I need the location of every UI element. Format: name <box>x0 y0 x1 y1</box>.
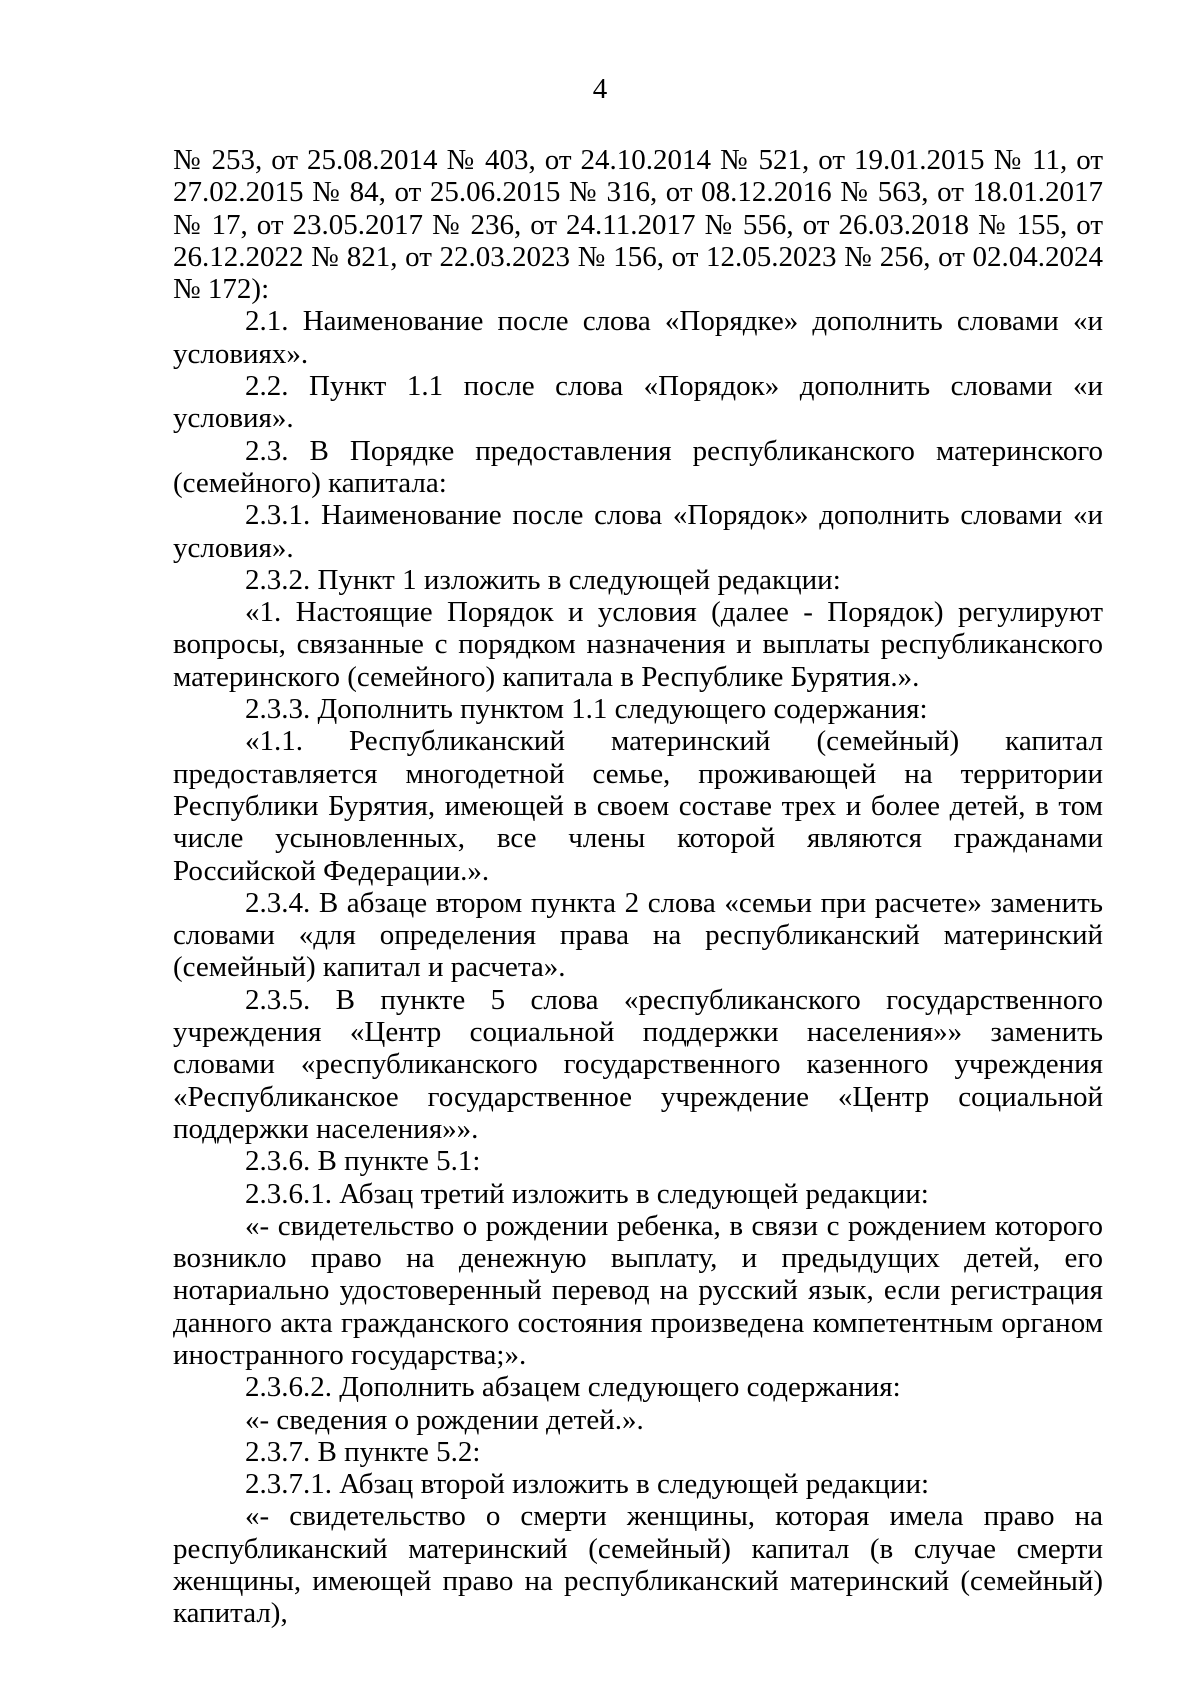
paragraph-quote-1-1: «1.1. Республиканский материнский (семейный) капитал предоставляется многодетной семье, проживающей на территории Республики Бурятия, имеющей в своем составе трех и более детей, в том числе усыновленных, все члены которой являются гражданами Российской Федерации.». <box>173 725 1103 887</box>
paragraph-2-3-7: 2.3.7. В пункте 5.2: <box>245 1435 481 1468</box>
paragraph-2-3-1: 2.3.1. Наименование после слова «Порядок» дополнить словами «и условия». <box>173 499 1103 564</box>
paragraph-2-3: 2.3. В Порядке предоставления республиканского материнского (семейного) капитала: <box>173 434 1103 499</box>
paragraph-2-3-4: 2.3.4. В абзаце втором пункта 2 слова «семьи при расчете» заменить словами «для определения права на республиканский материнский (семейный) капитал и расчета». <box>173 886 1103 984</box>
paragraph-2-2: 2.2. Пункт 1.1 после слова «Порядок» дополнить словами «и условия». <box>173 370 1103 435</box>
paragraph-quote-birth-certificate: «- свидетельство о рождении ребенка, в связи с рождением которого возникло право на денежную выплату, и предыдущих детей, его нотариально удостоверенный перевод на русский язык, если регистрация данного акта гражданского состояния произведена компетентным органом иностранного государства;». <box>173 1209 1103 1371</box>
paragraph-continuation: № 253, от 25.08.2014 № 403, от 24.10.2014 № 521, от 19.01.2015 № 11, от 27.02.2015 № 84, от 25.06.2015 № 316, от 08.12.2016 № 563, от 18.01.2017 № 17, от 23.05.2017 № 236, от 24.11.2017 № 556, от 26.03.2018 № 155, от 26.12.2022 № 821, от 22.03.2023 № 156, от 12.05.2023 № 256, от 02.04.2024 № 172): <box>173 144 1103 306</box>
paragraph-2-3-7-1: 2.3.7.1. Абзац второй изложить в следующей редакции: <box>245 1468 930 1501</box>
paragraph-2-3-3: 2.3.3. Дополнить пунктом 1.1 следующего содержания: <box>245 693 928 726</box>
paragraph-2-1: 2.1. Наименование после слова «Порядке» дополнить словами «и условиях». <box>173 305 1103 370</box>
paragraph-quote-birth-info: «- сведения о рождении детей.». <box>245 1403 644 1436</box>
paragraph-2-3-5: 2.3.5. В пункте 5 слова «республиканского государственного учреждения «Центр социальной поддержки населения»» заменить словами «республиканского государственного казенного учреждения «Республиканское государственное учреждение «Центр социальной поддержки населения»». <box>173 983 1103 1145</box>
paragraph-2-3-2: 2.3.2. Пункт 1 изложить в следующей редакции: <box>245 563 841 596</box>
document-body <box>173 144 1103 1630</box>
paragraph-quote-1: «1. Настоящие Порядок и условия (далее - Порядок) регулируют вопросы, связанные с порядком назначения и выплаты республиканского материнского (семейного) капитала в Республике Бурятия.». <box>173 596 1103 693</box>
paragraph-quote-death-certificate: «- свидетельство о смерти женщины, которая имела право на республиканский материнский (семейный) капитал (в случае смерти женщины, имеющей право на республиканский материнский (семейный) капитал), <box>173 1500 1103 1630</box>
page-number: 4 <box>592 73 608 105</box>
paragraph-2-3-6-1: 2.3.6.1. Абзац третий изложить в следующей редакции: <box>245 1177 929 1210</box>
paragraph-2-3-6: 2.3.6. В пункте 5.1: <box>245 1145 481 1178</box>
paragraph-2-3-6-2: 2.3.6.2. Дополнить абзацем следующего содержания: <box>245 1371 901 1404</box>
